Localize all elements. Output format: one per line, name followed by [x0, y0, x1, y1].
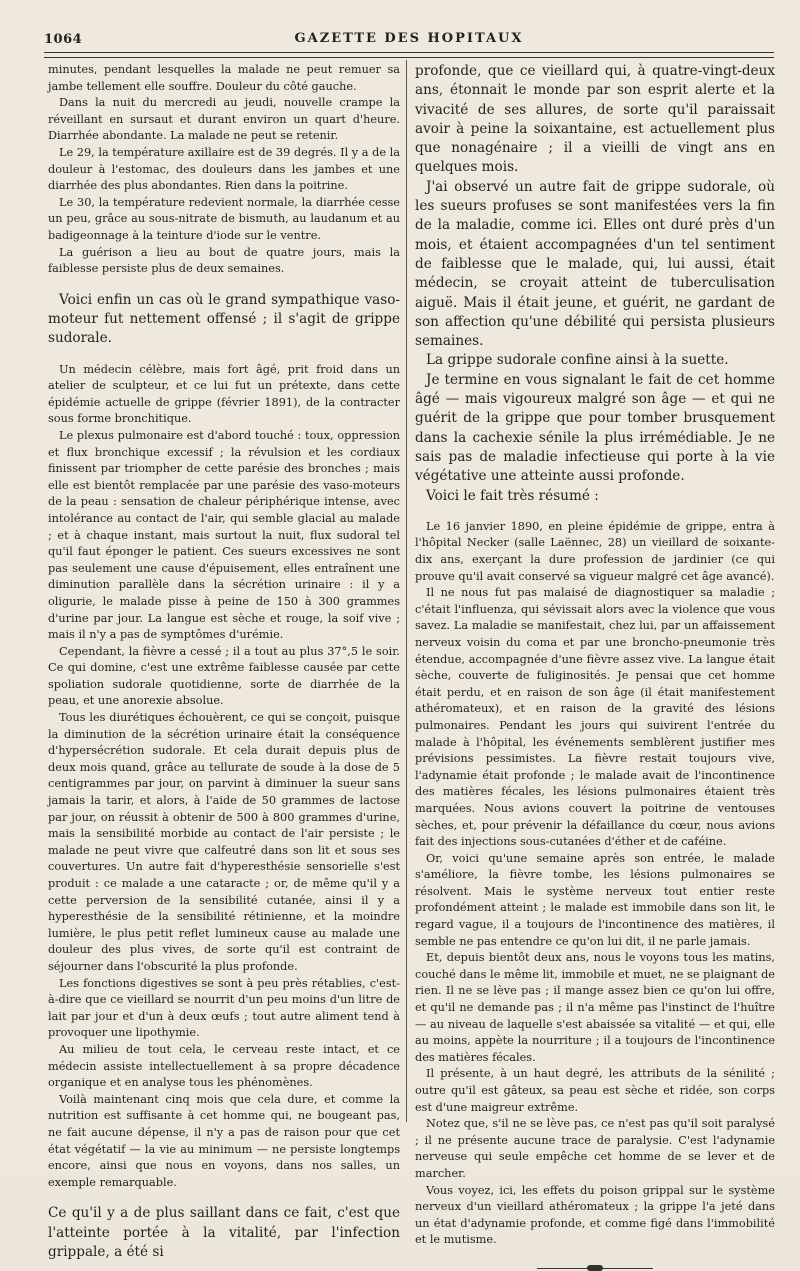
- left-column: [48, 62, 400, 1262]
- paragraph: Les fonctions digestives se sont à peu près rétablies, c'est-à-dire que ce vieillard se nourrit d'un peu moins d'un litre de lait par jour et d'un à deux œufs ; tout autre aliment tend à provoquer une lipothymie.: [48, 976, 400, 1040]
- end-ornament: [537, 1265, 653, 1271]
- large-paragraph: La grippe sudorale confine ainsi à la suette.: [426, 352, 729, 369]
- paragraph: Voilà maintenant cinq mois que cela dure, et comme la nutrition est suffisante à cet homme qui, ne bougeant pas, ne fait aucune dépense, il n'y a pas de raison pour que cet état végétatif — la vie au minimum — ne persiste longtemps encore, ainsi que nous en voyons, dans nos salles, un exemple remarquable.: [48, 1092, 400, 1189]
- paragraph: Dans la nuit du mercredi au jeudi, nouvelle crampe la réveillant en sursaut et durant environ un quart d'heure. Diarrhée abondante. La malade ne peut se retenir.: [48, 96, 400, 143]
- paragraph: Au milieu de tout cela, le cerveau reste intact, et ce médecin assiste intellectuellement à sa propre décadence organique et en analyse tous les phénomènes.: [48, 1042, 400, 1090]
- right-column: [415, 62, 775, 1271]
- paragraph: Cependant, la fièvre a cessé ; il a tout au plus 37°,5 le soir. Ce qui domine, c'est une extrême faiblesse causée par cette spoliation sudorale quotidienne, sorte de diarrhée de la peau, et une anorexie absolue.: [48, 644, 400, 708]
- journal-title: GAZETTE DES HOPITAUX: [294, 31, 524, 46]
- large-outro-paragraph: Ce qu'il y a de plus saillant dans ce fait, c'est que l'atteinte portée à la vitalité, par l'infection grippale, a été si: [48, 1205, 400, 1260]
- paragraph: Le plexus pulmonaire est d'abord touché : toux, oppression et flux bronchique excessif ; la révulsion et les cordiaux finissent par triompher de cette parésie des bronches ; mais elle est bientôt remplacée par une parésie des vaso-moteurs de la peau : sensation de chaleur périphérique intense, avec intolérance au contact de l'air, qui semble glacial au malade ; et à chaque instant, mais surtout la nuit, flux sudoral tel qu'il faut éponger le patient. Ces sueurs excessives ne sont pas seulement une cause d'épuisement, elles entraînent une diminution parallèle dans la sécrétion urinaire : il y a oligurie, le malade pisse à peine de 150 à 300 grammes d'urine par jour. La langue est sèche et rouge, la soif vive ; mais il n'y a pas de symptômes d'urémie.: [48, 428, 400, 642]
- large-paragraph: Voici le fait très résumé :: [426, 487, 599, 504]
- paragraph: Il ne nous fut pas malaisé de diagnostiquer sa maladie ; c'était l'influenza, qui sévissait alors avec la violence que vous savez. La maladie se manifestait, chez lui, par un affaissement nerveux voisin du coma et par une broncho-pneumonie très étendue, accompagnée d'une fièvre assez vive. La langue était sèche, couverte de fuliginosités. Je pensai que cet homme était perdu, et en raison de son âge (il était manifestement athéromateux), et en raison de la gravité des lésions pulmonaires. Pendant les jours qui suivirent l'entrée du malade à l'hôpital, les événements semblèrent justifier mes prévisions pessimistes. La fièvre restait toujours vive, l'adynamie était profonde ; le malade avait de l'incontinence des matières fécales, les lésions pulmonaires étaient très marquées. Nous avions couvert la poitrine de ventouses sèches, et, pour prévenir la défaillance du cœur, nous avions fait des injections sous-cutanées d'éther et de caféine.: [415, 586, 775, 849]
- paragraph: Le 30, la température redevient normale, la diarrhée cesse un peu, grâce au sous-nitrate de bismuth, au laudanum et au badigeonnage à la teinture d'iode sur le ventre.: [48, 195, 400, 242]
- large-paragraph: J'ai observé un autre fait de grippe sudorale, où les sueurs profuses se sont manifestées vers la fin de la maladie, comme ici. Elles ont duré près d'un mois, et étaient accompagnées d'un tel sentiment de faiblesse que le malade, qui, lui aussi, était médecin, se croyait atteint de tuberculisation aiguë. Mais il était jeune, et guérit, ne gardant de son affection qu'une débilité qui persista plusieurs semaines.: [415, 178, 775, 350]
- paragraph: minutes, pendant lesquelles la malade ne peut remuer sa jambe tellement elle souffre. Douleur du côté gauche.: [48, 63, 400, 93]
- paragraph: Le 29, la température axillaire est de 39 degrés. Il y a de la douleur à l'estomac, des douleurs dans les jambes et une diarrhée des plus abondantes. Rien dans la poitrine.: [48, 145, 400, 193]
- page-header: [44, 22, 774, 50]
- paragraph: Vous voyez, ici, les effets du poison grippal sur le système nerveux d'un vieillard athéromateux ; la grippe l'a jeté dans un état d'adynamie profonde, et comme figé dans l'immobilité et le mutisme.: [415, 1183, 775, 1247]
- paragraph: Or, voici qu'une semaine après son entrée, le malade s'améliore, la fièvre tombe, les lésions pulmonaires se résolvent. Mais le système nerveux tout entier reste profondément atteint ; le malade est immobile dans son lit, le regard vague, il a toujours de l'incontinence des matières, il semble ne pas entendre ce qu'on lui dit, il ne parle jamais.: [415, 851, 775, 948]
- paragraph: Notez que, s'il ne se lève pas, ce n'est pas qu'il soit paralysé ; il ne présente aucune trace de paralysie. C'est l'adynamie nerveuse qui seule empêche cet homme de se lever et de marcher.: [415, 1117, 775, 1180]
- page-number: 1064: [44, 32, 83, 47]
- paragraph: La guérison a lieu au bout de quatre jours, mais la faiblesse persiste plus de deux semaines.: [48, 245, 400, 276]
- header-rule: [44, 52, 774, 58]
- column-divider: [406, 60, 407, 1122]
- large-intro-paragraph: Voici enfin un cas où le grand sympathique vaso-moteur fut nettement offensé ; il s'agit de grippe sudorale.: [48, 291, 400, 347]
- paragraph: Tous les diurétiques échouèrent, ce qui se conçoit, puisque la diminution de la sécrétion urinaire était la conséquence d'hypersécrétion sudorale. Et cela durait depuis plus de deux mois quand, grâce au tellurate de soude à la dose de 5 centigrammes par jour, on parvint à diminuer la sueur sans jamais la tarir, et alors, à l'aide de 50 grammes de lactose par jour, on réussit à obtenir de 500 à 800 grammes d'urine, mais la sensibilité morbide au contact de l'air persiste ; le malade ne peut vivre que calfeutré dans son lit et sous ses couvertures. Un autre fait d'hyperesthésie sensorielle s'est produit : ce malade a une cataracte ; or, de même qu'il y a cette perversion de la sensibilité cutanée, ainsi il y a hyperesthésie de la sensibilité rétinienne, et la moindre lumière, le plus petit reflet lumineux cause au malade une douleur des plus vives, de sorte qu'il est contraint de séjourner dans l'obscurité la plus profonde.: [48, 711, 400, 973]
- paragraph: Le 16 janvier 1890, en pleine épidémie de grippe, entra à l'hôpital Necker (salle Laënnec, 28) un vieillard de soixante-dix ans, exerçant la dure profession de jardinier (ce qui prouve qu'il avait conservé sa vigueur malgré cet âge avancé).: [415, 519, 775, 583]
- large-paragraph: profonde, que ce vieillard qui, à quatre-vingt-deux ans, étonnait le monde par son esprit alerte et la vivacité de ses allures, de sorte qu'il paraissait avoir à peine la soixantaine, est actuellement plus que nonagénaire ; il a vieilli de vingt ans en quelques mois.: [415, 63, 775, 176]
- paragraph: Et, depuis bientôt deux ans, nous le voyons tous les matins, couché dans le même lit, immobile et muet, ne se plaignant de rien. Il ne se lève pas ; il mange assez bien ce qu'on lui offre, et qu'il ne demande pas ; il n'a même pas l'instinct de l'huître — au niveau de laquelle s'est abaissée sa vitalité — et qui, elle au moins, appète la nourriture ; il a toujours de l'incontinence des matières fécales.: [415, 951, 775, 1064]
- paragraph: Un médecin célèbre, mais fort âgé, prit froid dans un atelier de sculpteur, et ce lui fut un prétexte, dans cette épidémie actuelle de grippe (février 1891), de la contracter sous forme bronchitique.: [48, 362, 400, 426]
- paragraph: Il présente, à un haut degré, les attributs de la sénilité ; outre qu'il est gâteux, sa peau est sèche et ridée, son corps est d'une maigreur extrême.: [415, 1067, 775, 1114]
- large-paragraph: Je termine en vous signalant le fait de cet homme âgé — mais vigoureux malgré son âge — et qui ne guérit de la grippe que pour tomber brusquement dans la cachexie sénile la plus irrémédiable. Je ne sais pas de maladie infectieuse qui porte à la vie végétative une atteinte aussi profonde.: [415, 371, 775, 485]
